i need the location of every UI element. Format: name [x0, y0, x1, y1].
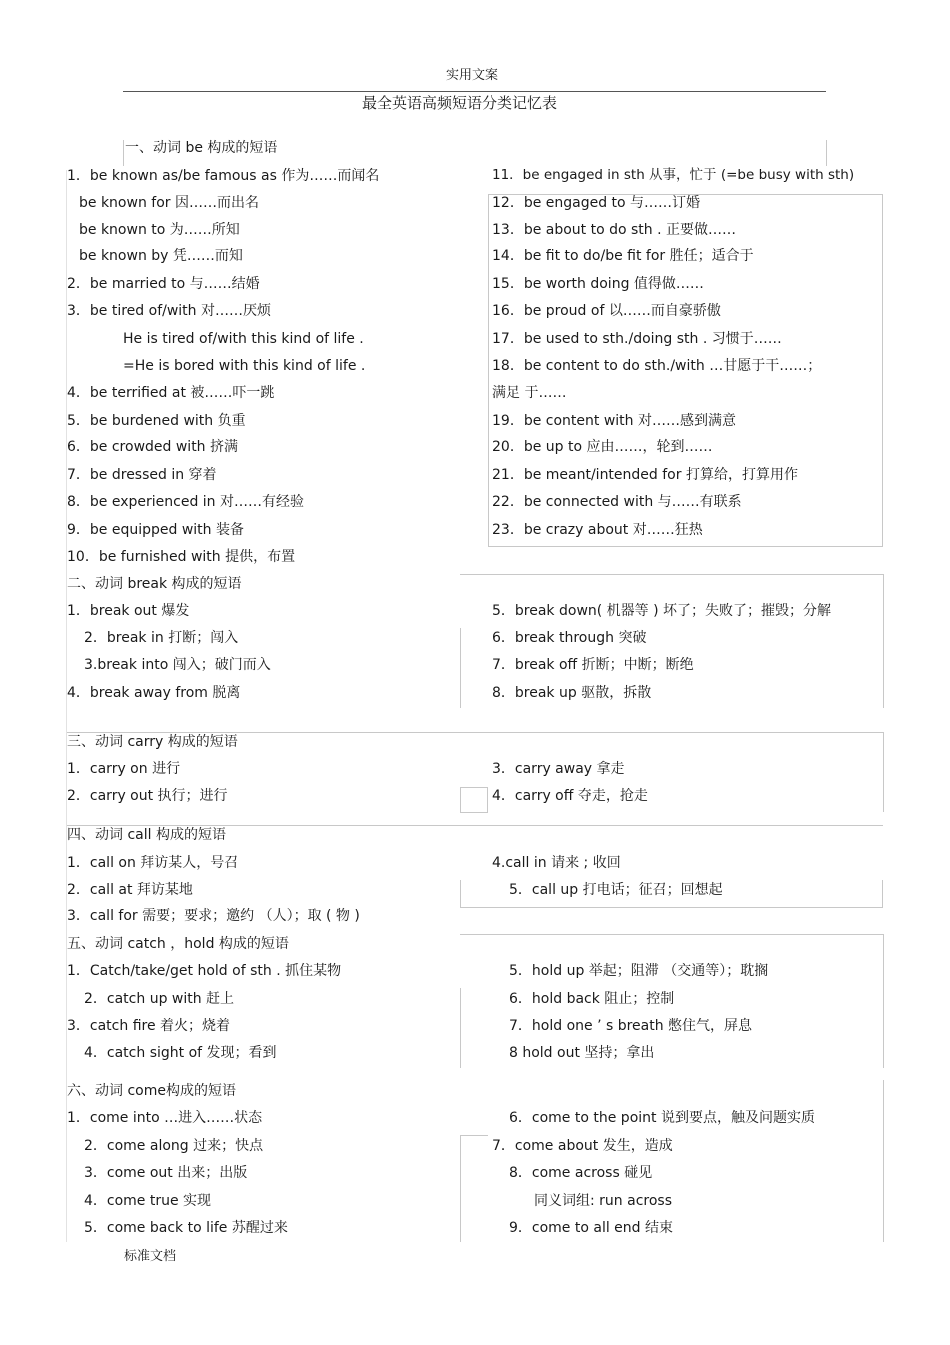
- list-item: 20．be up to 应由……，轮到……: [492, 439, 713, 455]
- page-footer: 标准文档: [124, 1249, 177, 1264]
- table-line: [488, 194, 489, 547]
- section-title-carry: 三、动词 carry 构成的短语: [67, 734, 238, 750]
- list-item: 21．be meant/intended for 打算给，打算用作: [492, 467, 798, 483]
- list-item: 6．break through 突破: [492, 630, 647, 646]
- list-item: 9．come to all end 结束: [509, 1220, 674, 1236]
- list-item: 3．catch fire 着火；烧着: [67, 1018, 231, 1034]
- table-line: [826, 140, 827, 166]
- list-item: 6．be crowded with 挤满: [67, 439, 239, 455]
- list-item: 5．break down( 机器等 ) 坏了；失败了；摧毁；分解: [492, 603, 832, 619]
- table-line: [883, 1080, 884, 1242]
- list-item: 2．come along 过来；快点: [84, 1138, 264, 1154]
- header-rule: [123, 91, 826, 92]
- table-line: [883, 574, 884, 708]
- list-item: 4．come true 实现: [84, 1193, 212, 1209]
- section-title-catch-hold: 五、动词 catch ，hold 构成的短语: [67, 936, 289, 952]
- section-title-come: 六、动词 come构成的短语: [67, 1083, 236, 1099]
- table-line: [883, 934, 884, 1068]
- page-header: 实用文案: [446, 68, 499, 83]
- list-item: 1．come into …进入……状态: [67, 1110, 263, 1126]
- list-item: 8．break up 驱散，拆散: [492, 685, 652, 701]
- table-line: [460, 1135, 461, 1242]
- page-title: 最全英语高频短语分类记忆表: [362, 94, 558, 112]
- list-item: 1．be known as/be famous as 作为……而闻名: [67, 168, 380, 184]
- table-line: [460, 1135, 488, 1136]
- list-item: 1．carry on 进行: [67, 761, 181, 777]
- example-sentence: =He is bored with this kind of life .: [123, 358, 366, 374]
- list-item: be known to 为……所知: [79, 222, 240, 238]
- list-item: 3．be tired of/with 对……厌烦: [67, 303, 271, 319]
- list-item: 1．call on 拜访某人，号召: [67, 855, 239, 871]
- list-item: 4.call in 请来 ; 收回: [492, 855, 621, 871]
- list-item: 4．catch sight of 发现；看到: [84, 1045, 277, 1061]
- list-item: be known for 因……而出名: [79, 195, 259, 211]
- list-item: 15．be worth doing 值得做……: [492, 276, 704, 292]
- list-item: 9．be equipped with 装备: [67, 522, 244, 538]
- list-item: 7．come about 发生，造成: [492, 1138, 673, 1154]
- table-line: [460, 628, 461, 708]
- table-line: [123, 140, 124, 166]
- list-item: 1．break out 爆发: [67, 603, 190, 619]
- table-box: [460, 787, 488, 813]
- table-line: [66, 825, 883, 826]
- table-line: [66, 170, 67, 1242]
- list-item: 1．Catch/take/get hold of sth . 抓住某物: [67, 963, 342, 979]
- list-item: 7．be dressed in 穿着: [67, 467, 217, 483]
- list-item: 4．carry off 夺走，抢走: [492, 788, 648, 804]
- list-item: 3.break into 闯入；破门而入: [84, 657, 271, 673]
- list-item: 11．be engaged in sth 从事，忙于 (=be busy with sth): [492, 167, 855, 183]
- list-item: 5．call up 打电话；征召；回想起: [509, 882, 723, 898]
- synonym-note: 同义词组: run across: [534, 1193, 672, 1209]
- table-line: [66, 732, 883, 733]
- list-item: 16．be proud of 以……而自豪骄傲: [492, 303, 721, 319]
- section-title-break: 二、动词 break 构成的短语: [67, 576, 242, 592]
- list-item: 5．hold up 举起；阻滞 （交通等）；耽搁: [509, 963, 769, 979]
- list-item: 2．be married to 与……结婚: [67, 276, 260, 292]
- list-item: 4．be terrified at 被……吓一跳: [67, 385, 275, 401]
- list-item: 12．be engaged to 与……订婚: [492, 195, 701, 211]
- section-title-call: 四、动词 call 构成的短语: [67, 827, 226, 843]
- list-item: 2．break in 打断；闯入: [84, 630, 239, 646]
- list-item: 3．carry away 拿走: [492, 761, 625, 777]
- list-item: 6．hold back 阻止；控制: [509, 991, 675, 1007]
- section-title-be: 一、动词 be 构成的短语: [125, 140, 278, 156]
- list-item: 13．be about to do sth . 正要做……: [492, 222, 737, 238]
- list-item: 4．break away from 脱离: [67, 685, 241, 701]
- list-item: 2．call at 拜访某地: [67, 882, 193, 898]
- list-item: 6．come to the point 说到要点，触及问题实质: [509, 1110, 815, 1126]
- list-item: be known by 凭……而知: [79, 248, 243, 264]
- list-item: 5．come back to life 苏醒过来: [84, 1220, 288, 1236]
- list-item: 5．be burdened with 负重: [67, 413, 246, 429]
- example-sentence: He is tired of/with this kind of life .: [123, 331, 364, 347]
- list-item: 23．be crazy about 对……狂热: [492, 522, 703, 538]
- table-line: [460, 574, 883, 575]
- table-line: [460, 934, 883, 935]
- list-item-continuation: 满足 于……: [492, 385, 567, 401]
- table-line: [460, 880, 461, 908]
- list-item: 10．be furnished with 提供，布置: [67, 549, 296, 565]
- list-item: 2．carry out 执行；进行: [67, 788, 228, 804]
- table-line: [460, 988, 461, 1068]
- list-item: 8 hold out 坚持；拿出: [509, 1045, 655, 1061]
- list-item: 8．come across 碰见: [509, 1165, 653, 1181]
- list-item: 7．break off 折断；中断；断绝: [492, 657, 694, 673]
- list-item: 14．be fit to do/be fit for 胜任；适合于: [492, 248, 754, 264]
- list-item: 22．be connected with 与……有联系: [492, 494, 742, 510]
- list-item: 8．be experienced in 对……有经验: [67, 494, 305, 510]
- list-item: 3．come out 出来；出版: [84, 1165, 248, 1181]
- list-item: 2．catch up with 赶上: [84, 991, 235, 1007]
- list-item: 7．hold one ’ s breath 憋住气，屏息: [509, 1018, 753, 1034]
- list-item: 19．be content with 对……感到满意: [492, 413, 736, 429]
- list-item: 18．be content to do sth./with …甘愿于干……；: [492, 358, 822, 374]
- list-item: 17．be used to sth./doing sth . 习惯于……: [492, 331, 782, 347]
- list-item: 3．call for 需要；要求；邀约 （人）；取 ( 物 ): [67, 908, 360, 924]
- table-line: [883, 732, 884, 812]
